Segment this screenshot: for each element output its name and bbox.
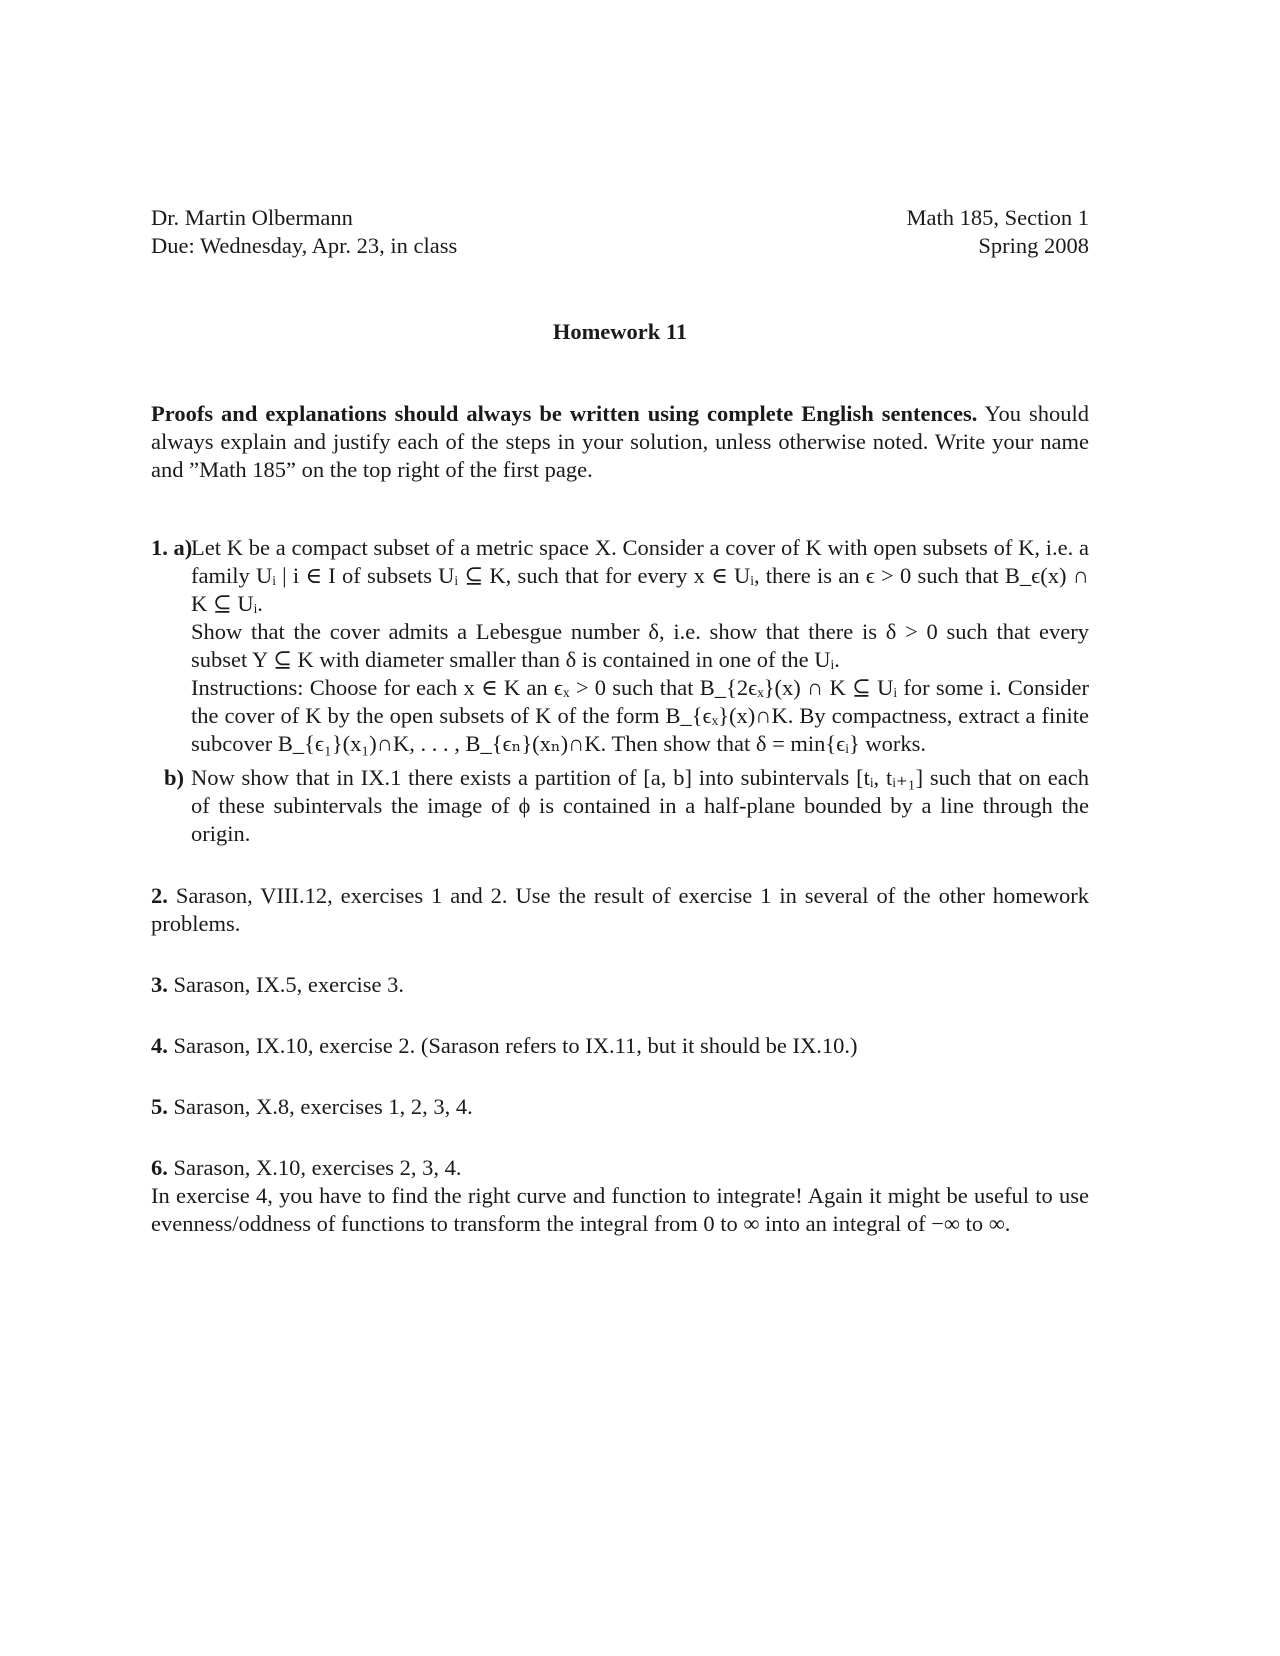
part-a-para-2: Show that the cover admits a Lebesgue number δ, i.e. show that there is δ > 0 such that every subset Y ⊆ K with diameter smaller than δ is contained in one of the Uᵢ. <box>191 619 1089 672</box>
problem-1-label <box>151 534 191 758</box>
problem-3-text: Sarason, IX.5, exercise 3. <box>173 972 405 997</box>
problem-6-number: 6. <box>151 1155 168 1180</box>
problem-1 <box>151 534 1089 848</box>
problem-1a <box>151 534 1089 758</box>
problem-1b <box>151 764 1089 848</box>
due-date: Due: Wednesday, Apr. 23, in class <box>151 233 458 258</box>
problem-3-number: 3. <box>151 972 168 997</box>
problem-2-number: 2. <box>151 883 168 908</box>
problem-2-text: Sarason, VIII.12, exercises 1 and 2. Use the result of exercise 1 in several of the other homework problems. <box>151 883 1089 936</box>
part-a-body <box>191 534 1089 758</box>
intro-paragraph <box>151 400 1089 484</box>
problem-4-number: 4. <box>151 1033 168 1058</box>
problem-6 <box>151 1154 1089 1238</box>
part-a-para-3: Instructions: Choose for each x ∈ K an ϵₓ > 0 such that B_{2ϵₓ}(x) ∩ K ⊆ Uᵢ for some i. Consider the cover of K by the open subsets of K of the form B_{ϵₓ}(x)∩K. By compactness, extract a finite subcover B_{ϵ₁}(x₁)∩K, . . . , B_{ϵₙ}(xₙ)∩K. Then show that δ = min{ϵᵢ} works. <box>191 675 1089 756</box>
problem-6-text: Sarason, X.10, exercises 2, 3, 4. <box>173 1155 462 1180</box>
header-left <box>151 204 457 260</box>
homework-page <box>151 204 1089 1238</box>
part-b-label: b) <box>163 765 184 790</box>
intro-bold: Proofs and explanations should always be written using complete English sentences. <box>151 401 978 426</box>
problem-1-number: 1. <box>151 535 168 560</box>
problem-2 <box>151 882 1089 938</box>
part-b-text: Now show that in IX.1 there exists a partition of [a, b] into subintervals [tᵢ, tᵢ₊₁] such that on each of these subintervals the image of ϕ is contained in a half-plane bounded by a line through the origin. <box>191 765 1089 846</box>
part-a-label: a) <box>173 535 193 560</box>
intro-rest: You should always explain and justify each of the steps in your solution, unless otherwise noted. Write your name and ”Math 185” on the top right of the first page. <box>151 401 1090 482</box>
problem-6-line <box>151 1154 1089 1182</box>
part-a-para-1: Let K be a compact subset of a metric space X. Consider a cover of K with open subsets of K, i.e. a family Uᵢ | i ∈ I of subsets Uᵢ ⊆ K, such that for every x ∈ Uᵢ, there is an ϵ > 0 such that B_ϵ(x) ∩ K ⊆ Uᵢ. <box>191 535 1089 616</box>
header-right <box>907 204 1089 260</box>
problem-5-number: 5. <box>151 1094 168 1119</box>
instructor-name: Dr. Martin Olbermann <box>151 205 353 230</box>
problem-6-note: In exercise 4, you have to find the right curve and function to integrate! Again it might be useful to use evenness/oddness of functions to transform the integral from 0 to ∞ into an integral of −∞ to ∞. <box>151 1183 1089 1236</box>
problem-5-text: Sarason, X.8, exercises 1, 2, 3, 4. <box>173 1094 473 1119</box>
problem-4-text: Sarason, IX.10, exercise 2. (Sarason refers to IX.11, but it should be IX.10.) <box>173 1033 858 1058</box>
problem-3 <box>151 971 1089 999</box>
course-name: Math 185, Section 1 <box>906 205 1089 230</box>
problem-4 <box>151 1032 1089 1060</box>
page-title: Homework 11 <box>552 319 688 344</box>
term: Spring 2008 <box>978 233 1089 258</box>
header <box>151 204 1089 260</box>
problem-5 <box>151 1093 1089 1121</box>
